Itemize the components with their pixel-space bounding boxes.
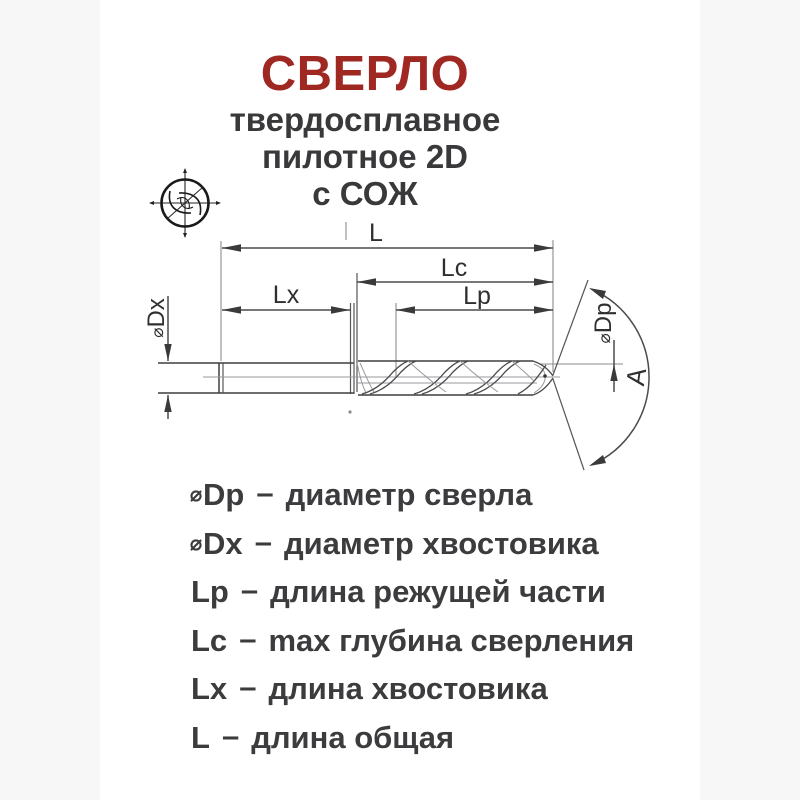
page-title: СВЕРЛО [260, 47, 470, 101]
legend-description: диаметр хвостовика [283, 525, 599, 561]
legend [190, 471, 634, 762]
legend-symbol: L [191, 719, 210, 755]
legend-symbol: Lc [191, 622, 228, 658]
legend-description: длина общая [251, 719, 455, 755]
drill-fluted-body [357, 361, 553, 395]
legend-item-Dx [190, 520, 634, 569]
dimension-shank-diameter [143, 296, 172, 419]
subtitle-line-1: твердосплавное [229, 101, 501, 138]
legend-symbol: Lp [191, 574, 229, 610]
dimension-cutting-length [396, 282, 553, 314]
label-Dx: ⌀Dx [143, 298, 170, 338]
label-Lp: Lp [463, 282, 491, 310]
legend-description: длина режущей части [270, 574, 606, 610]
legend-description: max глубина сверления [268, 622, 635, 658]
dimension-shank-length [222, 281, 350, 314]
legend-symbol: ⌀Dx [190, 525, 243, 561]
legend-item-Lc [190, 617, 634, 666]
legend-description: диаметр сверла [285, 477, 533, 513]
label-Lx: Lx [272, 281, 300, 309]
drill-technical-drawing [100, 218, 700, 480]
legend-separator: – [254, 523, 272, 559]
subtitle-line-2: пилотное 2D [261, 138, 469, 175]
legend-separator: – [256, 475, 274, 511]
label-A: A [620, 366, 653, 388]
dimension-drill-diameter [590, 303, 618, 392]
legend-symbol: Lx [191, 671, 228, 707]
legend-separator: – [221, 717, 240, 753]
legend-separator: – [239, 620, 257, 656]
legend-symbol: ⌀Dp [190, 477, 245, 513]
dimension-max-depth [357, 254, 553, 286]
label-Dp: ⌀Dp [590, 302, 617, 344]
legend-item-Lx [190, 665, 634, 714]
dimension-overall-length [222, 219, 553, 252]
legend-separator: – [239, 669, 257, 705]
legend-description: длина хвостовика [268, 671, 548, 707]
legend-item-Lp [190, 568, 634, 617]
label-Lc: Lc [440, 254, 468, 282]
subtitle-line-3: с СОЖ [312, 175, 418, 212]
label-L: L [369, 219, 383, 247]
extension-lines [221, 222, 623, 414]
legend-separator: – [240, 572, 259, 608]
legend-item-Dp [190, 471, 634, 520]
legend-item-L [190, 714, 634, 763]
